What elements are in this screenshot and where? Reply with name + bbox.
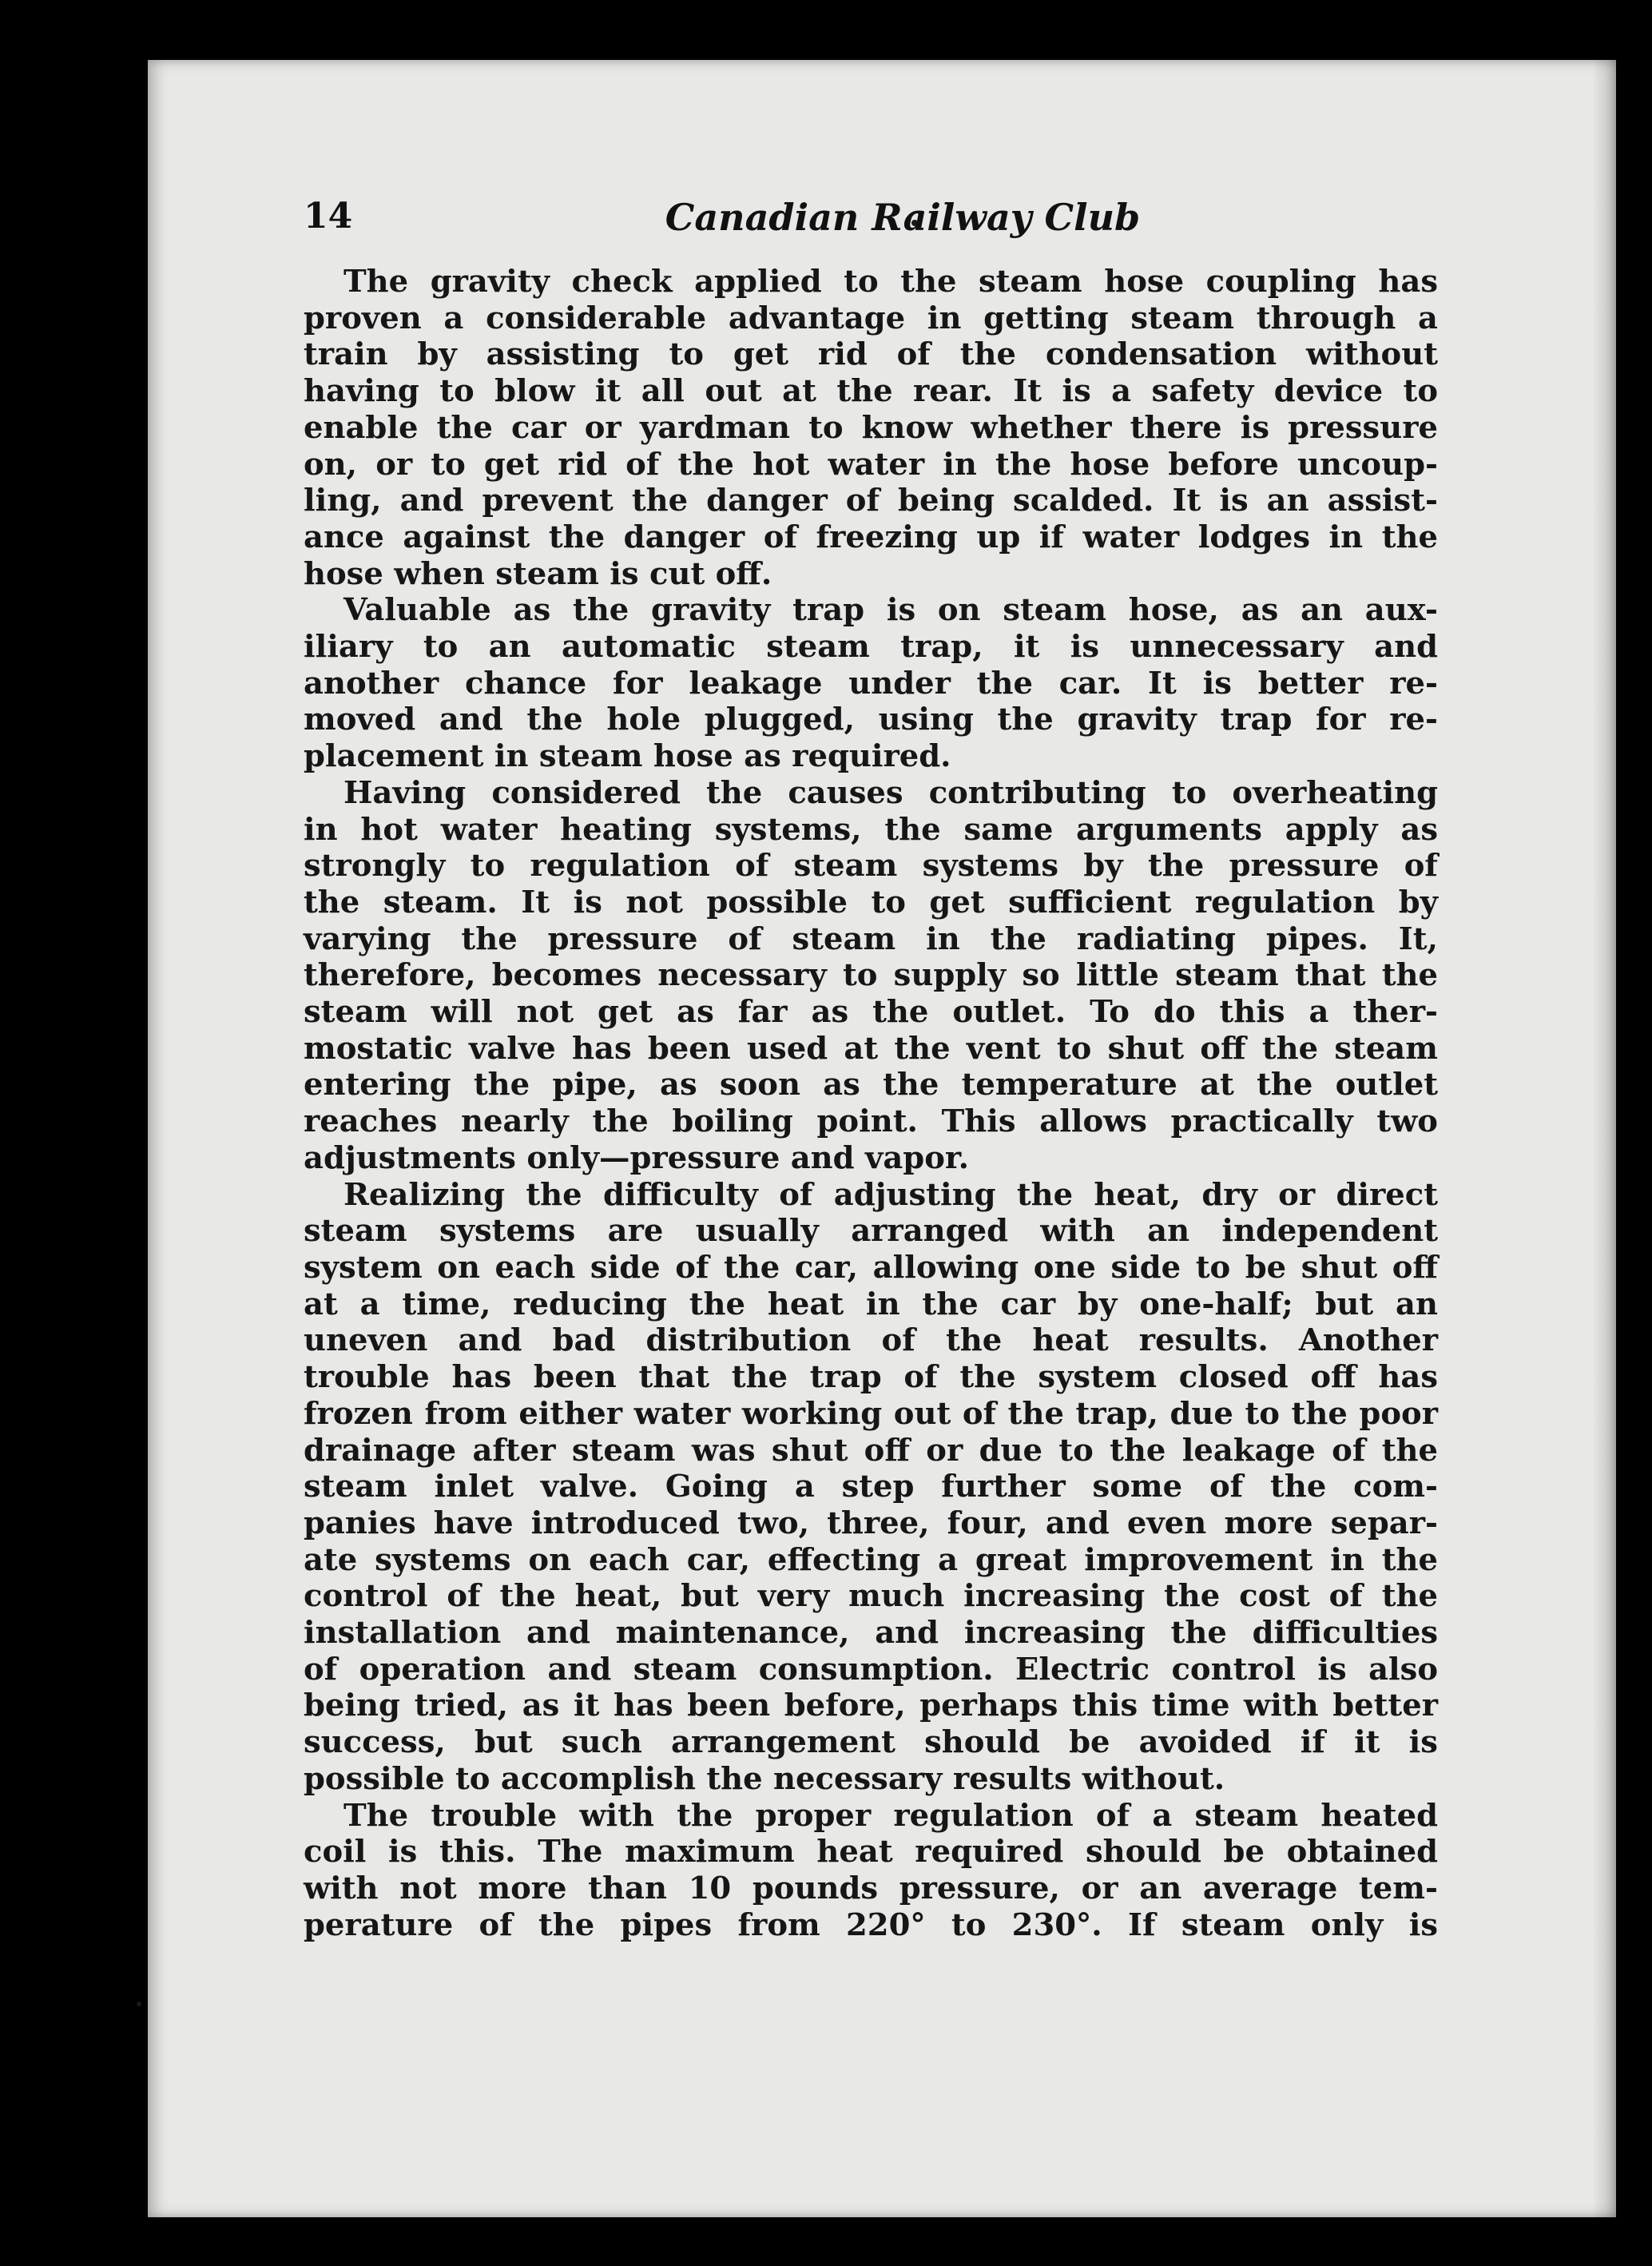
text-line: proven a considerable advantage in getting steam through a (304, 300, 1438, 336)
text-line: panies have introduced two, three, four, and even more separ- (304, 1505, 1438, 1541)
text-line: success, but such arrangement should be avoided if it is (304, 1724, 1438, 1761)
paragraph (304, 1177, 1438, 1798)
text-line: entering the pipe, as soon as the temperature at the outlet (304, 1067, 1438, 1103)
paragraph (304, 592, 1438, 775)
text-line: Realizing the difficulty of adjusting the heat, dry or direct (344, 1176, 1438, 1213)
text-line: another chance for leakage under the car. It is better re- (304, 665, 1438, 702)
text-line: Having considered the causes contributing to overheating (344, 774, 1438, 811)
text-line: The trouble with the proper regulation of a steam heated (344, 1797, 1438, 1834)
text-line: possible to accomplish the necessary results without. (304, 1760, 1225, 1797)
paragraph (304, 775, 1438, 1177)
text-line: of operation and steam consumption. Electric control is also (304, 1651, 1438, 1688)
paragraph (304, 1798, 1438, 1944)
text-line: strongly to regulation of steam systems by the pressure of (304, 848, 1438, 885)
text-line: placement in steam hose as required. (304, 738, 951, 775)
text-line: steam will not get as far as the outlet. To do this a ther- (304, 994, 1438, 1031)
text-line: control of the heat, but very much increasing the cost of the (304, 1578, 1438, 1615)
text-line: enable the car or yardman to know whether there is pressure (304, 409, 1438, 446)
text-line: Valuable as the gravity trap is on steam hose, as an aux- (344, 592, 1438, 629)
text-line: uneven and bad distribution of the heat results. Another (304, 1322, 1438, 1359)
text-line: moved and the hole plugged, using the gravity trap for re- (304, 702, 1438, 738)
text-line: adjustments only—pressure and vapor. (304, 1139, 970, 1176)
text-line: iliary to an automatic steam trap, it is unnecessary and (304, 629, 1438, 666)
text-line: on, or to get rid of the hot water in the hose before uncoup- (304, 446, 1438, 483)
body-text (304, 264, 1438, 1943)
text-line: ling, and prevent the danger of being scalded. It is an assist- (304, 483, 1438, 519)
text-line: having to blow it all out at the rear. It is a safety device to (304, 373, 1438, 410)
text-line: drainage after steam was shut off or due to the leakage of the (304, 1432, 1438, 1469)
text-line: ance against the danger of freezing up if water lodges in the (304, 519, 1438, 555)
text-line: therefore, becomes necessary to supply so little steam that the (304, 957, 1438, 994)
text-line: with not more than 10 pounds pressure, or an average tem- (304, 1870, 1438, 1906)
text-line: trouble has been that the trap of the system closed off has (304, 1359, 1438, 1396)
text-line: reaches nearly the boiling point. This allows practically two (304, 1103, 1438, 1140)
text-line: the steam. It is not possible to get sufficient regulation by (304, 884, 1438, 920)
text-line: steam inlet valve. Going a step further some of the com- (304, 1469, 1438, 1505)
text-line: installation and maintenance, and increasing the difficulties (304, 1615, 1438, 1652)
text-line: frozen from either water working out of the trap, due to the poor (304, 1395, 1438, 1432)
text-line: steam systems are usually arranged with an independent (304, 1213, 1438, 1250)
text-line: train by assisting to get rid of the condensation without (304, 336, 1438, 373)
page-header (304, 196, 1438, 252)
running-head: Canadian Railway Club (665, 196, 1141, 239)
text-line: system on each side of the car, allowing one side to be shut off (304, 1249, 1438, 1286)
text-line: ate systems on each car, effecting a great improvement in the (304, 1541, 1438, 1578)
text-line: being tried, as it has been before, perhaps this time with better (304, 1688, 1438, 1724)
speck-mark (137, 2002, 141, 2006)
text-line: in hot water heating systems, the same arguments apply as (304, 811, 1438, 848)
page-number: 14 (304, 196, 353, 237)
paragraph (304, 264, 1438, 592)
text-line: at a time, reducing the heat in the car by one-half; but an (304, 1286, 1438, 1322)
text-line: The gravity check applied to the steam hose coupling has (344, 264, 1438, 300)
text-line: hose when steam is cut off. (304, 555, 772, 592)
text-line: varying the pressure of steam in the radiating pipes. It, (304, 920, 1438, 957)
text-line: mostatic valve has been used at the vent to shut off the steam (304, 1030, 1438, 1067)
text-line: perature of the pipes from 220° to 230°. If steam only is (304, 1906, 1438, 1943)
text-line: coil is this. The maximum heat required should be obtained (304, 1834, 1438, 1870)
